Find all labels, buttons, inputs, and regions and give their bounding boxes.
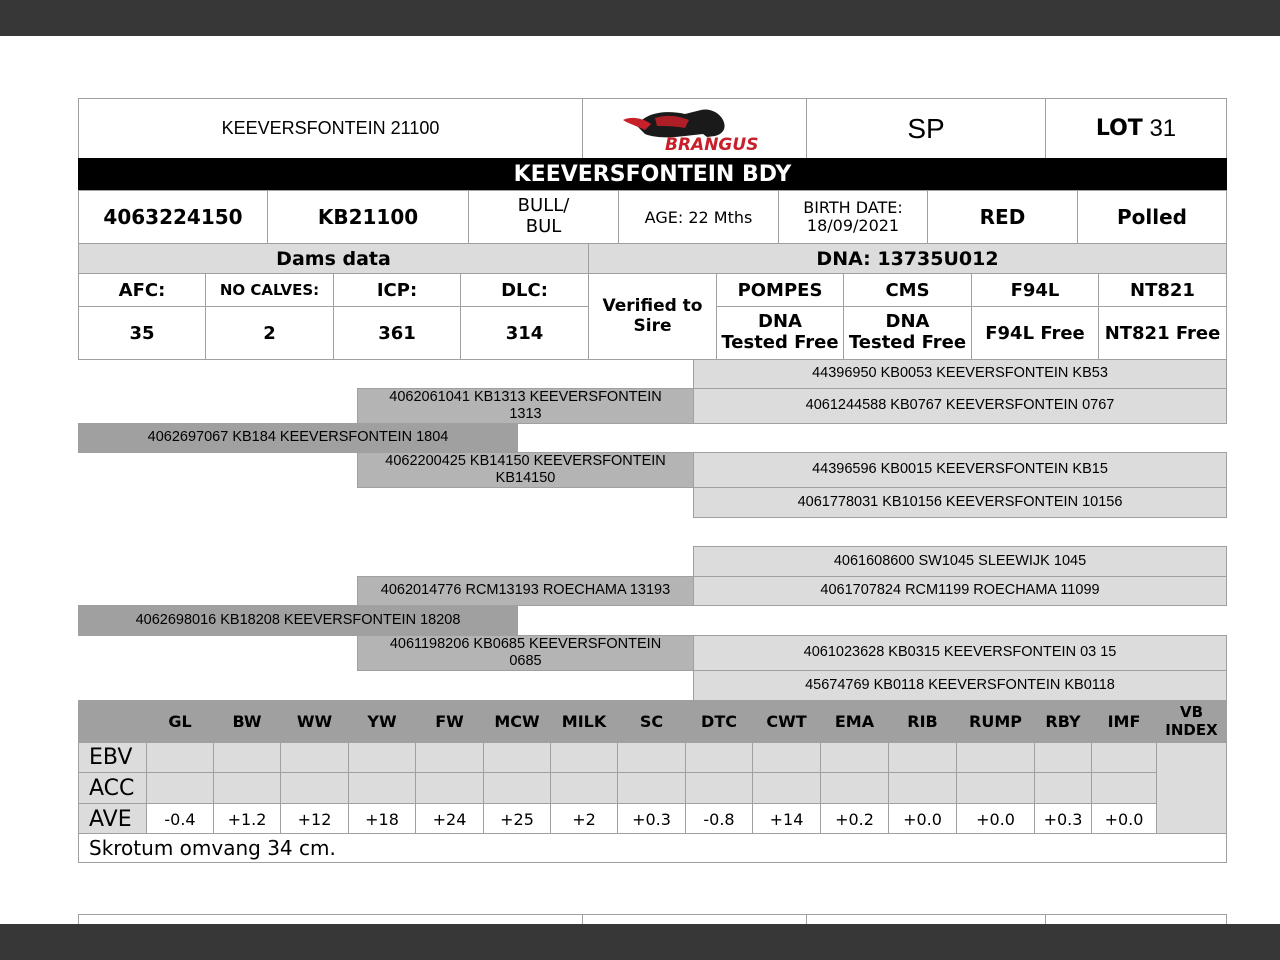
- ebv-cell-acc-dtc: [685, 772, 753, 804]
- pedigree-sire-dam-dam: 4061778031 KB10156 KEEVERSFONTEIN 10156: [693, 487, 1227, 518]
- pedigree-dam-dam-dam: 45674769 KB0118 KEEVERSFONTEIN KB0118: [693, 670, 1227, 701]
- bull-logo-icon: [615, 104, 775, 154]
- note: Skrotum omvang 34 cm.: [78, 833, 1227, 863]
- ebv-header-rump: RUMP: [956, 700, 1035, 743]
- ebv-cell-ebv-ema: [820, 742, 889, 773]
- ebv-cell-acc-sc: [617, 772, 686, 804]
- ebv-cell-ave-rib: +0.0: [888, 803, 957, 835]
- ebv-cell-ave-rump: +0.0: [956, 803, 1035, 835]
- pedigree-sire-dam-sire: 44396596 KB0015 KEEVERSFONTEIN KB15: [693, 452, 1227, 488]
- ebv-cell-ebv-rump: [956, 742, 1035, 773]
- ebv-cell-acc-rump: [956, 772, 1035, 804]
- ebv-cell-ebv-fw: [415, 742, 484, 773]
- brangus-logo: [582, 98, 807, 159]
- ebv-cell-ave-cwt: +14: [752, 803, 821, 835]
- birth-date: BIRTH DATE: 18/09/2021: [778, 190, 928, 244]
- ebv-row-label-ave: AVE: [78, 803, 147, 835]
- ebv-cell-acc-cwt: [752, 772, 821, 804]
- ebv-cell-ave-mcw: +25: [483, 803, 551, 835]
- ebv-cell-acc-gl: [146, 772, 214, 804]
- f94l-header: F94L: [971, 273, 1099, 307]
- dlc-header: DLC:: [460, 273, 589, 307]
- ebv-cell-ave-dtc: -0.8: [685, 803, 753, 835]
- ebv-header-ema: EMA: [820, 700, 889, 743]
- ebv-cell-acc-ww: [280, 772, 349, 804]
- dna-label: DNA: 13735U012: [588, 243, 1227, 274]
- ebv-header-cwt: CWT: [752, 700, 821, 743]
- ebv-cell-ave-imf: +0.0: [1091, 803, 1157, 835]
- ebv-header-ww: WW: [280, 700, 349, 743]
- pedigree-sire-dam: 4062200425 KB14150 KEEVERSFONTEIN KB14150: [357, 452, 694, 488]
- ebv-cell-ave-fw: +24: [415, 803, 484, 835]
- ebv-cell-ebv-cwt: [752, 742, 821, 773]
- verified-to-sire: Verified to Sire: [588, 273, 717, 360]
- ebv-header-dtc: DTC: [685, 700, 753, 743]
- pedigree-sire-sire-dam: 4061244588 KB0767 KEEVERSFONTEIN 0767: [693, 388, 1227, 424]
- animal-name-title: KEEVERSFONTEIN BDY: [78, 158, 1227, 191]
- ebv-corner: [78, 700, 147, 743]
- ebv-cell-acc-bw: [213, 772, 281, 804]
- ebv-header-sc: SC: [617, 700, 686, 743]
- ebv-row-label-acc: ACC: [78, 772, 147, 804]
- nt821-header: NT821: [1098, 273, 1227, 307]
- pedigree-dam: 4062698016 KB18208 KEEVERSFONTEIN 18208: [78, 605, 518, 636]
- horn-status: Polled: [1077, 190, 1227, 244]
- ebv-cell-ebv-mcw: [483, 742, 551, 773]
- ebv-cell-acc-fw: [415, 772, 484, 804]
- pedigree-sire-sire-sire: 44396950 KB0053 KEEVERSFONTEIN KB53: [693, 359, 1227, 389]
- ebv-cell-ave-milk: +2: [550, 803, 618, 835]
- icp-value: 361: [333, 306, 461, 360]
- age: AGE: 22 Mths: [618, 190, 779, 244]
- lot-number: [1045, 98, 1227, 159]
- ebv-cell-acc-rby: [1034, 772, 1092, 804]
- viewer-bottom-bar: [0, 924, 1280, 960]
- ebv-cell-acc-mcw: [483, 772, 551, 804]
- pompes-value: DNA Tested Free: [716, 306, 844, 360]
- viewer-top-bar: [0, 0, 1280, 36]
- pedigree-dam-sire: 4062014776 RCM13193 ROECHAMA 13193: [357, 576, 694, 606]
- ebv-header-fw: FW: [415, 700, 484, 743]
- pompes-header: POMPES: [716, 273, 844, 307]
- lot-label: LOT: [1095, 116, 1143, 141]
- ebv-cell-acc-yw: [348, 772, 416, 804]
- ebv-cell-ebv-rib: [888, 742, 957, 773]
- ebv-header-rib: RIB: [888, 700, 957, 743]
- ebv-cell-ave-ema: +0.2: [820, 803, 889, 835]
- ebv-cell-ave-ww: +12: [280, 803, 349, 835]
- cms-header: CMS: [843, 273, 972, 307]
- ebv-cell-ave-sc: +0.3: [617, 803, 686, 835]
- lot-value: 31: [1149, 114, 1177, 142]
- ebv-row-label-ebv: EBV: [78, 742, 147, 773]
- ebv-cell-ave-rby: +0.3: [1034, 803, 1092, 835]
- ebv-header-yw: YW: [348, 700, 416, 743]
- colour: RED: [927, 190, 1078, 244]
- pedigree-dam-dam: 4061198206 KB0685 KEEVERSFONTEIN 0685: [357, 635, 694, 671]
- vb-index-header: VB INDEX: [1156, 700, 1227, 743]
- f94l-value: F94L Free: [971, 306, 1099, 360]
- ebv-cell-ebv-rby: [1034, 742, 1092, 773]
- pedigree-sire-sire: 4062061041 KB1313 KEEVERSFONTEIN 1313: [357, 388, 694, 424]
- afc-value: 35: [78, 306, 206, 360]
- ebv-header-bw: BW: [213, 700, 281, 743]
- animal-id: KEEVERSFONTEIN 21100: [78, 98, 583, 159]
- no-calves-value: 2: [205, 306, 334, 360]
- vb-index-value: [1156, 742, 1227, 834]
- ebv-header-imf: IMF: [1091, 700, 1157, 743]
- svg-text:BRANGUS: BRANGUS: [664, 134, 758, 154]
- category: SP: [806, 98, 1046, 159]
- ebv-cell-acc-imf: [1091, 772, 1157, 804]
- ebv-cell-ebv-yw: [348, 742, 416, 773]
- tag-number: KB21100: [267, 190, 469, 244]
- ebv-header-rby: RBY: [1034, 700, 1092, 743]
- dlc-value: 314: [460, 306, 589, 360]
- pedigree-dam-sire-sire: 4061608600 SW1045 SLEEWIJK 1045: [693, 546, 1227, 577]
- ebv-cell-acc-ema: [820, 772, 889, 804]
- dams-data-label: Dams data: [78, 243, 589, 274]
- ebv-cell-ebv-milk: [550, 742, 618, 773]
- ebv-cell-ebv-imf: [1091, 742, 1157, 773]
- icp-header: ICP:: [333, 273, 461, 307]
- ebv-cell-ave-gl: -0.4: [146, 803, 214, 835]
- ebv-header-gl: GL: [146, 700, 214, 743]
- ebv-cell-ebv-sc: [617, 742, 686, 773]
- pedigree-dam-dam-sire: 4061023628 KB0315 KEEVERSFONTEIN 03 15: [693, 635, 1227, 671]
- ebv-cell-acc-milk: [550, 772, 618, 804]
- registration-number: 4063224150: [78, 190, 268, 244]
- nt821-value: NT821 Free: [1098, 306, 1227, 360]
- no-calves-header: NO CALVES:: [205, 273, 334, 307]
- pedigree-dam-sire-dam: 4061707824 RCM1199 ROECHAMA 11099: [693, 576, 1227, 606]
- ebv-cell-ebv-bw: [213, 742, 281, 773]
- ebv-header-mcw: MCW: [483, 700, 551, 743]
- ebv-cell-acc-rib: [888, 772, 957, 804]
- cms-value: DNA Tested Free: [843, 306, 972, 360]
- pedigree-sire: 4062697067 KB184 KEEVERSFONTEIN 1804: [78, 423, 518, 453]
- ebv-cell-ebv-dtc: [685, 742, 753, 773]
- ebv-cell-ebv-gl: [146, 742, 214, 773]
- afc-header: AFC:: [78, 273, 206, 307]
- sex: BULL/ BUL: [468, 190, 619, 244]
- ebv-header-milk: MILK: [550, 700, 618, 743]
- ebv-cell-ave-yw: +18: [348, 803, 416, 835]
- ebv-cell-ebv-ww: [280, 742, 349, 773]
- ebv-cell-ave-bw: +1.2: [213, 803, 281, 835]
